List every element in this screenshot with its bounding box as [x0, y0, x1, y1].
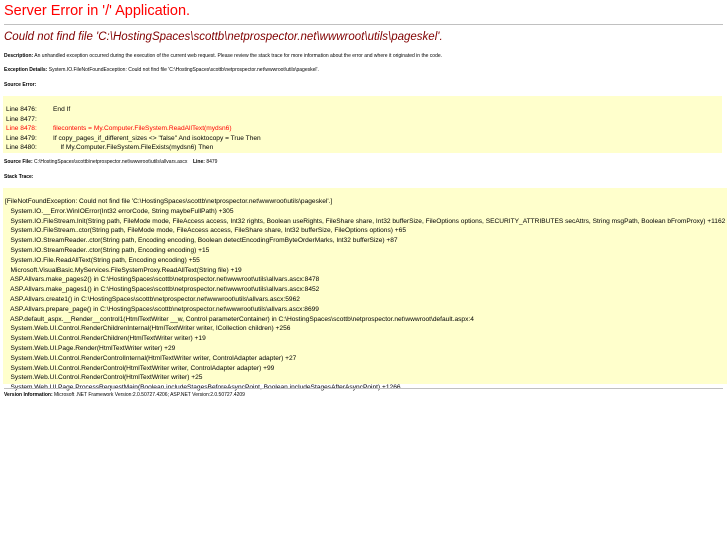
source-line	[6, 134, 722, 144]
version-text: Microsoft .NET Framework Version:2.0.50727.4206; ASP.NET Version:2.0.50727.4209	[54, 392, 245, 398]
page-title: Server Error in '/' Application.	[4, 3, 191, 19]
source-line	[6, 115, 722, 125]
line-code: filecontents = My.Computer.FileSystem.ReadAllText(mydsn6)	[53, 125, 232, 132]
stack-trace-line: [FileNotFoundException: Could not find file 'C:\HostingSpaces\scottb\netprospector.net\wwwroot\utils\pageskel'.]	[5, 198, 333, 205]
exception-details-label: Exception Details:	[4, 67, 48, 73]
divider	[4, 24, 723, 25]
line-code: If My.Computer.FileSystem.FileExists(mydsn6) Then	[53, 144, 214, 151]
source-line	[6, 124, 722, 134]
stack-trace-line: System.IO.__Error.WinIOError(Int32 errorCode, String maybeFullPath) +305	[5, 207, 234, 215]
source-error-label: Source Error:	[4, 82, 37, 88]
stack-trace-line: ASP.Allvars.prepare_page() in C:\HostingSpaces\scottb\netprospector.net\wwwroot\utils\allvars.ascx:8699	[5, 305, 319, 313]
source-file: Source File: C:\HostingSpaces\scottb\netprospector.net\wwwroot\utils\allvars.ascx Line: 8479	[4, 159, 218, 165]
stack-trace-line: System.Web.UI.Control.RenderChildrenInternal(HtmlTextWriter writer, ICollection children) +256	[5, 325, 291, 333]
stack-trace-line: System.Web.UI.Control.RenderControlInternal(HtmlTextWriter writer, ControlAdapter adapter) +27	[5, 354, 297, 362]
stack-trace-line: System.Web.UI.Control.RenderControl(HtmlTextWriter writer) +25	[5, 374, 203, 382]
source-line	[6, 105, 722, 115]
stack-trace-line: System.Web.UI.Control.RenderControl(HtmlTextWriter writer, ControlAdapter adapter) +99	[5, 364, 275, 372]
version-info: Version Information: Microsoft .NET Framework Version:2.0.50727.4206; ASP.NET Version:2.0.50727.4209	[4, 392, 245, 398]
description-text: An unhandled exception occurred during the execution of the current web request. Please review the stack trace for more information about the error and where it originated in the code.	[34, 53, 443, 59]
stack-trace-line: ASP.Allvars.make_pages1() in C:\HostingSpaces\scottb\netprospector.net\wwwroot\utils\allvars.ascx:8452	[5, 286, 320, 294]
stack-trace-line: ASP.default_aspx.__Render__control1(HtmlTextWriter __w, Control parameterContainer) in C:\HostingSpaces\scottb\netprospector.net\wwwroot\default.aspx:4	[5, 315, 474, 323]
source-code-box	[3, 96, 722, 153]
line-number: Line 8479:	[6, 134, 37, 142]
stack-trace-line: ASP.Allvars.create1() in C:\HostingSpaces\scottb\netprospector.net\wwwroot\utils\allvars.ascx:5962	[5, 295, 300, 303]
description-label: Description:	[4, 53, 34, 59]
stack-trace-line: System.IO.StreamReader..ctor(String path, Encoding encoding) +15	[5, 246, 210, 254]
divider	[4, 388, 723, 389]
description	[4, 53, 442, 59]
source-line	[6, 143, 722, 153]
stack-trace-box	[3, 188, 727, 384]
stack-trace-line: Microsoft.VisualBasic.MyServices.FileSystemProxy.ReadAllText(String file) +19	[5, 266, 242, 274]
stack-trace-line: System.IO.StreamReader..ctor(String path, Encoding encoding, Boolean detectEncodingFromByteOrderMarks, Int32 bufferSize) +87	[5, 237, 398, 245]
line-number: Line 8477:	[6, 115, 37, 123]
source-file-path: C:\HostingSpaces\scottb\netprospector.net\wwwroot\utils\allvars.ascx	[34, 159, 188, 165]
stack-trace-line: System.IO.FileStream.Init(String path, FileMode mode, FileAccess access, Int32 rights, Boolean useRights, FileShare share, Int32 bufferSize, FileOptions options, SECURITY_ATTRIBUTES secAttrs, String msgPath, Boolean bFromProxy) +1162	[5, 217, 726, 225]
exception-details-text: System.IO.FileNotFoundException: Could not find file 'C:\HostingSpaces\scottb\netprospector.net\wwwroot\utils\pageskel'.	[48, 67, 319, 73]
stack-trace-label: Stack Trace:	[4, 174, 34, 180]
line-number: Line 8476:	[6, 106, 37, 113]
stack-trace-line: System.Web.UI.Page.Render(HtmlTextWriter writer) +29	[5, 344, 176, 352]
stack-trace-line: System.Web.UI.Control.RenderChildren(HtmlTextWriter writer) +19	[5, 335, 206, 343]
line-code: If copy_pages_if_different_sizes <> "false" And isoktocopy = True Then	[53, 134, 261, 142]
line-code: End If	[53, 106, 71, 113]
source-file-line: 8479	[206, 159, 218, 165]
error-heading: Could not find file 'C:\HostingSpaces\scottb\netprospector.net\wwwroot\utils\pageskel'.	[4, 31, 443, 43]
stack-trace-line: System.IO.File.ReadAllText(String path, Encoding encoding) +55	[5, 256, 200, 264]
line-number: Line 8480:	[6, 144, 37, 151]
stack-trace-line: ASP.Allvars.make_pages2() in C:\HostingSpaces\scottb\netprospector.net\wwwroot\utils\allvars.ascx:8478	[5, 276, 320, 284]
line-number: Line 8478:	[6, 125, 37, 132]
exception-details	[4, 67, 319, 73]
stack-trace-line: System.IO.FileStream..ctor(String path, FileMode mode, FileAccess access, FileShare share, Int32 bufferSize, FileOptions options) +65	[5, 227, 406, 235]
